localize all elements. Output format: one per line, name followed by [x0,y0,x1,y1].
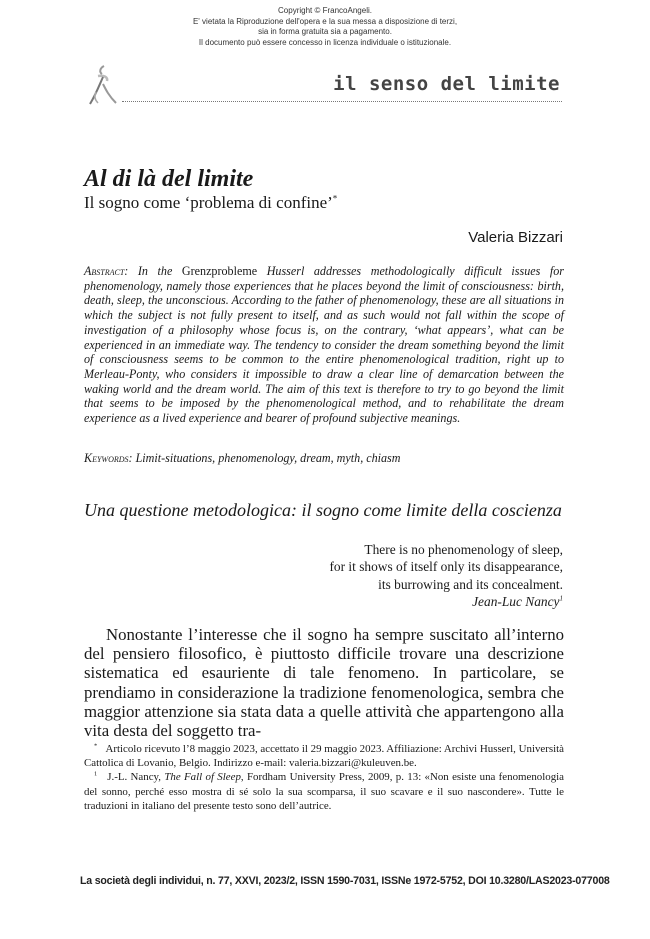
section-title: Una questione metodologica: il sogno come limite della coscienza [84,500,562,520]
copyright-line: Copyright © FrancoAngeli. [278,6,372,15]
epigraph-line: its burrowing and its concealment. [378,576,563,592]
article-title [84,166,253,193]
author-name: Valeria Bizzari [468,229,563,246]
abstract-label: Abstract: [84,264,129,278]
footnote [84,770,564,813]
keywords [84,451,564,466]
body-text [84,625,564,740]
footnotes [84,742,564,813]
series-divider [122,101,562,102]
epigraph [329,541,563,610]
abstract-term: Grenzprobleme [181,264,258,278]
epigraph-line: There is no phenomenology of sleep, [364,542,563,557]
abstract [84,264,564,426]
footnote-pre: J.-L. Nancy, [107,771,161,784]
title-footnote-mark: * [332,193,338,204]
keywords-label: Keywords: [84,451,133,465]
series-title: il senso del limite [333,73,560,95]
footnote-mark: 1 [94,770,98,778]
abstract-pre: In the [137,264,173,278]
walking-figure-logo [86,62,126,108]
footnote-text: Articolo ricevuto l’8 maggio 2023, accettato il 29 maggio 2023. Affiliazione: Archivi Husserl, Università Cattolica di Lovanio, Belgio. Indirizzo e-mail: valeria.bizzari@kuleuven.be. [84,743,564,770]
copyright-line: sia in forma gratuita sia a pagamento. [258,27,392,36]
article-subtitle [84,193,337,213]
epigraph-line: for it shows of itself only its disappearance, [329,559,563,575]
footnote-mark: * [94,742,98,750]
footnote-text: , Fordham University Press, 2009, p. 13: «Non esiste una fenomenologia del sonno, perché esso mostra di sé solo la sua scomparsa, il suo scavare e il suo nascondere». Tutte le traduzioni in italiano del presente testo sono dell’autrice. [84,771,565,812]
footnote [84,742,564,770]
epigraph-attribution [329,593,563,610]
abstract-text: Husserl addresses methodologically difficult issues for phenomenology, namely those experiences that he places beyond the limit of consciousness: birth, death, sleep, the unconscious. According to the father of phenomenology, these are all situations in which the subject is not fully present to itself, and as such would not fall within the scope of investigation of a philosophy whose focus is, on the contrary, ‘what appears’, what can be experienced in an immediate way. The tendency to consider the dream something beyond the limit of consciousness seems to be common to the entire phenomenological tradition, right up to Merleau-Ponty, who considers it impossible to draw a clear line of demarcation between the waking world and the dream world. The aim of this text is therefore to try to go beyond the limit that seems to be imposed by the phenomenological method, and to rehabilitate the dream experience as a lived experience and bearer of profound subjective meanings. [84,264,565,426]
footnote-book-title: The Fall of Sleep [164,771,241,784]
series-header [86,62,562,108]
article-subtitle-text: Il sogno come ‘problema di confine’ [84,193,333,212]
copyright-line: E' vietata la Riproduzione dell'opera e la sua messa a disposizione di terzi, [192,16,458,26]
copyright-line: Il documento può essere concesso in licenza individuale o istituzionale. [198,37,452,47]
article-title-text: Al di là del limite [84,166,254,192]
epigraph-author: Jean-Luc Nancy [472,593,560,609]
body-paragraph: Nonostante l’interesse che il sogno ha sempre suscitato all’interno del pensiero filosofico, è piuttosto difficile trovare una descrizione sistematica ed esauriente di tale fenomeno. In particolare, se prendiamo in considerazione la tradizione fenomenologica, sembra che maggior attenzione sia stata data a quelle attività che appartengono alla vita desta del soggetto tra- [84,625,564,741]
journal-citation: La società degli individui, n. 77, XXVI, 2023/2, ISSN 1590-7031, ISSNe 1972-5752, DOI 10.3280/LAS2023-077008 [80,875,610,887]
copyright-notice [0,6,650,48]
epigraph-footnote-mark: 1 [559,594,563,603]
keywords-text: Limit-situations, phenomenology, dream, myth, chiasm [135,451,401,465]
